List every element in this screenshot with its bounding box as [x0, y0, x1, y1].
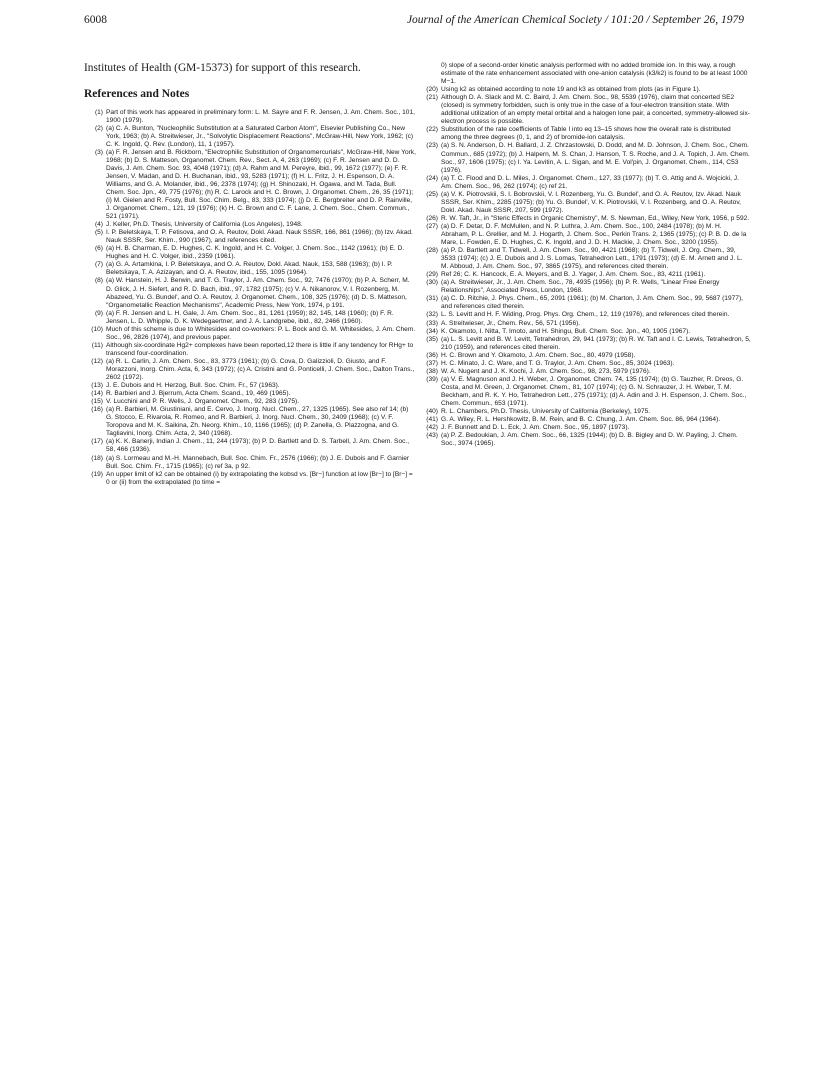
- reference-text: Ref 26; C. K. Hancock, E. A. Meyers, and B. J. Yager, J. Am. Chem. Soc., 83, 4211 (1961).: [441, 271, 706, 279]
- reference-number: (25): [426, 190, 438, 198]
- reference-text: A. Streitwieser, Jr., Chem. Rev., 56, 571 (1956).: [441, 319, 581, 327]
- reference-text: H. C. Brown and Y. Okamoto, J. Am. Chem. Soc., 80, 4979 (1958).: [441, 351, 636, 359]
- reference-item: [84, 398, 416, 406]
- reference-text: V. Lucchini and P. R. Wells, J. Organomet. Chem., 92, 283 (1975).: [106, 398, 300, 406]
- reference-text: Using k2 as obtained according to note 19 and k3 as obtained from plots (as in Figure 1).: [441, 86, 701, 94]
- reference-text: (a) S. Lormeau and M.-H. Mannebach, Bull. Soc. Chim. Fr., 2576 (1966); (b) J. E. Dubois and F. Garnier Bull. Soc. Chim. Fr., 1715 (1965); (c) ref 3a, p 92.: [106, 454, 410, 470]
- reference-item: [84, 382, 416, 390]
- reference-number: (12): [91, 357, 103, 365]
- reference-number: (42): [426, 424, 438, 432]
- right-column: [419, 62, 751, 448]
- reference-number: (15): [91, 398, 103, 406]
- reference-number: (6): [94, 245, 103, 253]
- reference-text: (a) C. A. Bunton, "Nucleophilic Substitution at a Saturated Carbon Atom", Elsevier Publishing Co., New York, 1963; (b) A. Streitwieser, Jr., "Solvolytic Displacement Reactions", McGraw-Hill, New York, 1962; (c) C. K. Ingold, Q. Rev. (London), 11, 1 (1957).: [106, 124, 414, 148]
- reference-text: H. C. Minato, J. C. Ware, and T. G. Traylor, J. Am. Chem. Soc., 85, 3024 (1963).: [441, 359, 675, 367]
- reference-number: (36): [426, 351, 438, 359]
- reference-text: (a) V. E. Magnuson and J. H. Weber, J. Organomet. Chem. 74, 135 (1974); (b) G. Tauzher, R. Dreos, G. Costa, and M. Green, J. Organomet. Chem., 81, 107 (1974); (c) G. N. Schrauzer, J. H. Weber, T. M. Beckham, and R. K. Y. Ho, Tetrahedron Lett., 275 (1971); (d) A. Adin and J. H. Espenson, J. Chem. Soc., Chem. Commun., 653 (1971).: [441, 375, 747, 407]
- reference-item: [84, 358, 416, 382]
- reference-text: (a) R. Barbieri, M. Giustiniani, and E. Cervo, J. Inorg. Nucl. Chem., 27, 1325 (1965). See also ref 14; (b) G. Stocco, E. Rivarola, R. Romeo, and R. Barbieri, J. Inorg. Nucl. Chem., 30, 2409 (1968); (c) V. F. Toropova and M. K. Saikina, Zh. Neorg. Khim., 10, 1166 (1965); (d) P. Zanella, G. Plazzogna, and G. Tagliavini, Inorg. Chim. Acta, 2, 340 (1968).: [106, 406, 409, 438]
- reference-item: [84, 310, 416, 326]
- reference-number: (16): [91, 406, 103, 414]
- reference-text: (a) F. R. Jensen and B. Rickborn, "Electrophilic Substitution of Organomercurials", McGraw-Hill, New York, 1968; (b) D. S. Matteson, Organomet. Chem. Rev., Sect. A, 4, 263 (1969); (c) F. R. Jensen and D. D. Davis, J. Am. Chem. Soc. 93, 4048 (1971); (d) A. Rahm and M. Pereyre, ibid., 99, 1672 (1977); (e) F. R. Jensen, V. Madan, and D. H. Buchanan, ibid., 93, 5283 (1971); (f) H. L. Fritz, J. H. Espenson, D. A. Williams, and G. A. Molander, ibid., 96, 2378 (1974); (g) H. Shinozaki, H. Ogawa, and M. Tada, Bull. Chem. Soc. Jpn., 49, 775 (1976); (h) R. C. Larock and H. C. Brown, J. Organomet. Chem., 26, 35 (1971); (i) M. Gielen and R. Fosty, Bull. Soc. Chim. Belg., 83, 333 (1974); (j) D. E. Bergbreiter and D. P. Rainville, J. Organomet. Chem., 121, 19 (1976); (k) H. C. Brown and C. F. Lane, J. Chem. Soc., Chem. Commun., 521 (1971).: [106, 148, 416, 221]
- reference-item: [419, 142, 751, 174]
- reference-text: (a) F. R. Jensen and L. H. Gale, J. Am. Chem. Soc., 81, 1261 (1959); 82, 145, 148 (1960); (b) F. R. Jensen, L. D. Whipple, D. K. Wedegaertner, and J. A. Landgrebe, ibid., 82, 2466 (1960).: [106, 309, 394, 325]
- reference-text: (a) R. L. Carlin, J. Am. Chem. Soc., 83, 3773 (1961); (b) G. Cova, D. Galizzioli, D. Giusto, and F. Morazzoni, Inorg. Chim. Acta, 6, 343 (1972); (c) A. Cristini and G. Ponticelli, J. Chem. Soc., Dalton Trans., 2602 (1972).: [106, 357, 415, 382]
- reference-item: [84, 109, 416, 125]
- reference-number: (41): [426, 416, 438, 424]
- reference-item: [419, 360, 751, 368]
- reference-item: [419, 215, 751, 223]
- note-19-continuation: 0) slope of a second-order kinetic analysis performed with no added bromide ion. In this way, a rough estimate of the rate enhancement associated with one-anion catalysis (k3/k2) is found to be at least 1000 M−1.: [441, 62, 748, 86]
- reference-number: (37): [426, 359, 438, 367]
- reference-item: [84, 277, 416, 309]
- reference-text: An upper limit of k2 can be obtained (i) by extrapolating the kobsd vs. [Br−] function at low [Br−] to [Br−] = 0 or (ii) from the extrapolated (to time =: [106, 470, 413, 486]
- reference-item: [419, 352, 751, 360]
- reference-number: (38): [426, 367, 438, 375]
- reference-text: Part of this work has appeared in preliminary form: L. M. Sayre and F. R. Jensen, J. Am. Chem. Soc., 101, 1900 (1979).: [106, 108, 415, 124]
- page-number: 6008: [84, 14, 107, 26]
- reference-item: [84, 125, 416, 149]
- reference-text: (a) V. K. Piotrovskii, S. I. Bobrovskii, V. I. Rozenberg, Yu. G. Bundel', and O. A. Reutov, Izv. Akad. Nauk SSSR, Ser. Khim., 2285 (1975); (b) Yu. G. Bundel', V. K. Piotrovskii, V. I. Rozenberg, and O. A. Reutov, Dokl. Akad. Nauk SSSR, 207, 599 (1972).: [441, 190, 741, 214]
- reference-text: (a) C. D. Ritchie, J. Phys. Chem., 65, 2091 (1961); (b) M. Charton, J. Am. Chem. Soc., 99, 5687 (1977), and references cited therein.: [441, 295, 743, 311]
- reference-text: R. Barbieri and J. Bjerrum, Acta Chem. Scand., 19, 469 (1965).: [106, 390, 291, 398]
- reference-item: [84, 406, 416, 438]
- reference-number: (32): [426, 311, 438, 319]
- reference-number: (26): [426, 214, 438, 222]
- reference-item: [84, 245, 416, 261]
- reference-number: (22): [426, 126, 438, 134]
- reference-item: [84, 455, 416, 471]
- reference-number: (28): [426, 247, 438, 255]
- reference-number: (1): [94, 108, 103, 116]
- reference-item: [419, 175, 751, 191]
- reference-number: (7): [94, 261, 103, 269]
- reference-number: (13): [91, 382, 103, 390]
- reference-number: (34): [426, 327, 438, 335]
- reference-number: (10): [91, 325, 103, 333]
- reference-text: (a) H. B. Charman, E. D. Hughes, C. K. Ingold, and H. C. Volger, J. Chem. Soc., 1142 (1961); (b) E. D. Hughes and H. C. Volger, ibid., 2359 (1961).: [106, 245, 405, 261]
- reference-item: [84, 471, 416, 487]
- reference-number: (27): [426, 222, 438, 230]
- left-column: [84, 62, 416, 487]
- reference-number: (14): [91, 390, 103, 398]
- reference-number: (20): [426, 86, 438, 94]
- reference-item: [419, 416, 751, 424]
- reference-text: J. Keller, Ph.D. Thesis, University of California (Los Angeles), 1948.: [106, 221, 303, 229]
- reference-text: J. F. Bunnett and D. L. Eck, J. Am. Chem. Soc., 95, 1897 (1973).: [441, 424, 630, 432]
- reference-item: [419, 94, 751, 126]
- reference-text: (a) P. Z. Bedoukian, J. Am. Chem. Soc., 66, 1325 (1944); (b) D. B. Bigley and D. W. Payling, J. Chem. Soc., 3974 (1965).: [441, 432, 738, 448]
- reference-text: L. S. Levitt and H. F. Widing, Prog. Phys. Org. Chem., 12, 119 (1976), and references cited therein.: [441, 311, 730, 319]
- reference-text: Much of this scheme is due to Whitesides and co-workers: P. L. Bock and G. M. Whitesides, J. Am. Chem. Soc., 96, 2826 (1974), and previous paper.: [106, 325, 416, 341]
- reference-number: (43): [426, 432, 438, 440]
- reference-text: W. A. Nugent and J. K. Kochi, J. Am. Chem. Soc., 98, 273, 5979 (1976).: [441, 367, 651, 375]
- reference-text: (a) K. K. Banerji, Indian J. Chem., 11, 244 (1973); (b) P. D. Bartlett and D. S. Tarbell, J. Am. Chem. Soc., 58, 466 (1936).: [106, 438, 410, 454]
- reference-number: (17): [91, 438, 103, 446]
- reference-item: [419, 247, 751, 271]
- reference-number: (8): [94, 277, 103, 285]
- reference-item: [419, 408, 751, 416]
- reference-item: [419, 126, 751, 142]
- reference-number: (3): [94, 148, 103, 156]
- page-header: [84, 14, 744, 34]
- reference-text: (a) G. A. Artamkina, I. P. Beletskaya, and O. A. Reutov, Dokl. Akad. Nauk, 153, 588 (1963); (b) I. P. Beletskaya, T. A. Azizayan, and O. A. Reutov, ibid., 155, 1095 (1964).: [106, 261, 393, 277]
- reference-item: [84, 149, 416, 221]
- reference-number: (19): [91, 470, 103, 478]
- reference-text: R. W. Taft, Jr., in "Steric Effects in Organic Chemistry", M. S. Newman, Ed., Wiley, New York, 1956, p 592.: [441, 214, 750, 222]
- reference-number: (9): [94, 309, 103, 317]
- reference-item: [419, 424, 751, 432]
- reference-item: [419, 368, 751, 376]
- reference-number: (40): [426, 408, 438, 416]
- reference-number: (35): [426, 335, 438, 343]
- reference-number: (30): [426, 279, 438, 287]
- reference-item: [419, 432, 751, 448]
- reference-item: [84, 229, 416, 245]
- reference-item: [419, 279, 751, 295]
- reference-number: (33): [426, 319, 438, 327]
- reference-text: (a) P. D. Bartlett and T. Tidwell, J. Am. Chem. Soc., 90, 4421 (1968); (b) T. Tidwell, J. Org. Chem., 39, 3533 (1974); (c) J. E. Dubois and J. S. Lomas, Tetrahedron Lett., 1791 (1973); (d) E. M. Arnett and J. L. M. Abboud, J. Am. Chem. Soc., 97, 3865 (1975), and references cited therein.: [441, 247, 743, 271]
- reference-item: [419, 223, 751, 247]
- reference-text: G. A. Wiley, R. L. Hershkowitz, B. M. Rein, and B. C. Chung, J. Am. Chem. Soc. 86, 964 (1964).: [441, 416, 721, 424]
- reference-number: (18): [91, 454, 103, 462]
- reference-number: (24): [426, 174, 438, 182]
- reference-item: [419, 311, 751, 319]
- references-list-left: [84, 109, 416, 487]
- reference-item: [84, 261, 416, 277]
- reference-text: (a) S. N. Anderson, D. H. Ballard, J. Z. Chrzastowski, D. Dodd, and M. D. Johnson, J. Chem. Soc., Chem. Commun., 685 (1972); (b) J. Halpern, M. S. Chan, J. Hanson, T. S. Roche, and J. A. Topich, J. Am. Chem. Soc., 97, 1606 (1975); (c) I. Ya. Levitin, A. L. Sigan, and M. E. Vol'pin, J. Organomet. Chem., 114, C53 (1976).: [441, 142, 750, 174]
- reference-item: [84, 326, 416, 342]
- reference-number: (5): [94, 229, 103, 237]
- reference-text: K. Okamoto, I. Nitta, T. Imoto, and H. Shingu, Bull. Chem. Soc. Jpn., 40, 1905 (1967).: [441, 327, 691, 335]
- reference-number: (39): [426, 375, 438, 383]
- reference-item: [419, 328, 751, 336]
- reference-text: (a) A. Streitwieser, Jr., J. Am. Chem. Soc., 78, 4935 (1956); (b) P. R. Wells, "Linear Free Energy Relationships", Associated Press, London, 1968.: [441, 279, 720, 295]
- reference-number: (21): [426, 94, 438, 102]
- reference-number: (2): [94, 124, 103, 132]
- references-list-right: [419, 86, 751, 448]
- acknowledgement-text: Institutes of Health (GM-15373) for support of this research.: [84, 62, 361, 74]
- reference-item: [84, 438, 416, 454]
- reference-item: [419, 295, 751, 311]
- reference-number: (29): [426, 271, 438, 279]
- reference-number: (11): [91, 341, 103, 349]
- journal-running-head: Journal of the American Chemical Society / 101:20 / September 26, 1979: [406, 14, 744, 26]
- reference-item: [419, 320, 751, 328]
- reference-text: (a) D. F. Detar, D. F. McMullen, and N. P. Luthra, J. Am. Chem. Soc., 100, 2484 (1978); (b) M. H. Abraham, P. L. Grellier, and M. J. Hogarth, J. Chem. Soc., Perkin Trans. 2, 1365 (1975); (c) P. B. D. de la Mare, L. Fowden, E. D. Hughes, C. K. Ingold, and J. D. H. Mackie, J. Chem. Soc., 3200 (1955).: [441, 222, 747, 247]
- reference-text: I. P. Beletskaya, T. P. Fetisova, and O. A. Reutov, Dokl. Akad. Nauk SSSR, 166, 861 (1966); (b) Izv. Akad. Nauk SSSR, Ser. Khim., 990 (1967), and references cited.: [106, 229, 413, 245]
- reference-text: Substitution of the rate coefficients of Table I into eq 13–15 shows how the overall rate is distributed among the three degrees (0, 1, and 2) of bromide-ion catalysis.: [441, 126, 731, 142]
- reference-item: [419, 336, 751, 352]
- reference-item: [84, 221, 416, 229]
- reference-number: (23): [426, 142, 438, 150]
- reference-item: [84, 390, 416, 398]
- reference-number: (4): [94, 221, 103, 229]
- reference-text: (a) L. S. Levitt and B. W. Levitt, Tetrahedron, 29, 941 (1973); (b) R. W. Taft and I. C. Lewis, Tetrahedron, 5, 210 (1959), and references cited therein.: [441, 335, 751, 351]
- reference-text: Although D. A. Slack and M. C. Baird, J. Am. Chem. Soc., 98, 5539 (1976), claim that concerted SE2 (closed) is symmetry forbidden, such is only true in the case of a four-electron transition state. With additional utilization of an empty metal orbital and a halogen lone pair, a concerted, symmetry-allowed six-electron process is possible.: [441, 94, 750, 126]
- references-heading: References and Notes: [84, 87, 190, 100]
- reference-item: [84, 342, 416, 358]
- reference-item: [419, 86, 751, 94]
- reference-text: Although six-coordinate Hg2+ complexes have been reported,12 there is little if any tendency for RHg+ to transcend four-coordination.: [106, 341, 414, 357]
- reference-item: [419, 376, 751, 408]
- reference-item: [419, 271, 751, 279]
- reference-text: (a) T. C. Flood and D. L. Miles, J. Organomet. Chem., 127, 33 (1977); (b) T. G. Attig and A. Wojcicki, J. Am. Chem. Soc., 96, 262 (1974); (c) ref 21.: [441, 174, 739, 190]
- reference-text: R. L. Chambers, Ph.D. Thesis, University of California (Berkeley), 1975.: [441, 408, 651, 416]
- reference-number: (31): [426, 295, 438, 303]
- reference-text: J. E. Dubois and H. Herzog, Bull. Soc. Chim. Fr., 57 (1963).: [106, 382, 280, 390]
- reference-text: (a) W. Hanstein, H. J. Berwin, and T. G. Traylor, J. Am. Chem. Soc., 92, 7476 (1970); (b) P. A. Scherr, M. D. Glick, J. H. Siefert, and R. D. Bach, ibid., 97, 1782 (1975); (c) V. A. Nikanorov, V. I. Rozenberg, M. Abazeed, Yu. G. Bundel', and O. A. Reutov, J. Organomet. Chem., 108, 325 (1976); (d) D. S. Matteson, "Organometallic Reaction Mechanisms", Academic Press, New York, 1974, p 191.: [106, 277, 410, 309]
- reference-item: [419, 191, 751, 215]
